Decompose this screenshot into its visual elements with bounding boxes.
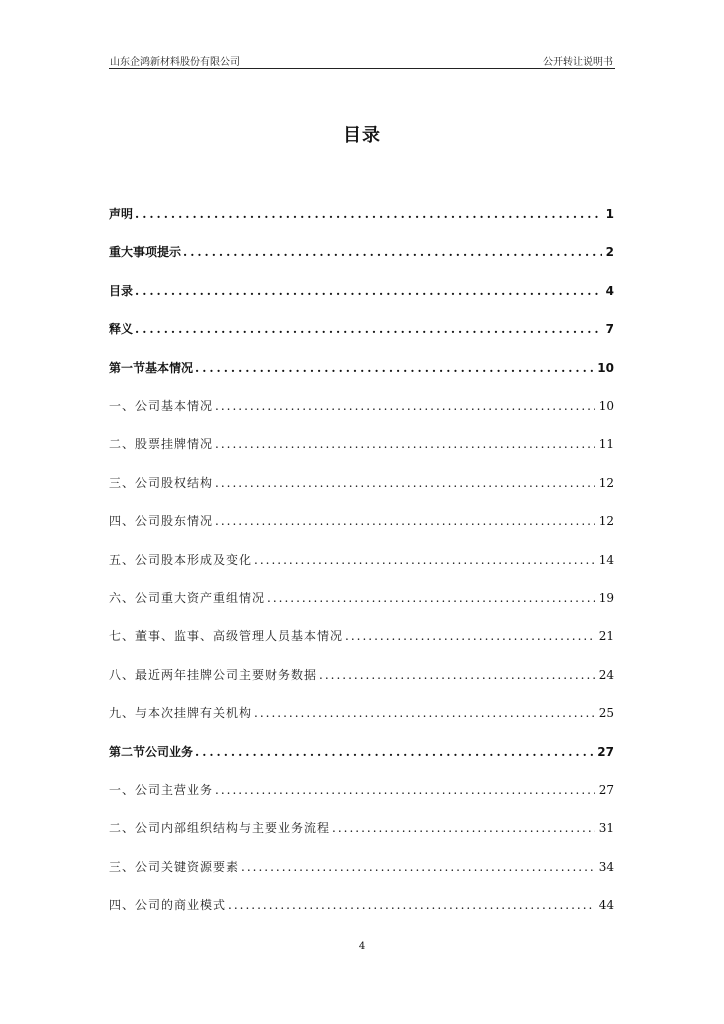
toc-entry-label: 七、董事、监事、高级管理人员基本情况 [109,629,344,644]
toc-leader-dots [183,245,602,259]
toc-entry-page: 19 [598,591,614,605]
toc-entry[interactable] [109,589,614,609]
toc-entry-page: 10 [597,360,614,375]
toc-entry-page: 24 [598,667,614,682]
toc-leader-dots [215,783,595,797]
footer-page-number: 4 [358,941,366,952]
toc-entry-page: 31 [598,821,614,836]
toc-entry-label: 目录 [109,283,134,298]
toc-entry[interactable] [109,397,614,417]
toc-entry-page: 10 [598,399,614,413]
toc-entry-label: 声明 [109,207,134,221]
toc-entry-page: 12 [598,514,614,529]
toc-entry[interactable] [109,320,614,340]
toc-entry[interactable] [109,781,614,801]
toc-entry-label: 四、公司的商业模式 [109,898,227,913]
toc-entry-page: 27 [597,744,614,759]
toc-entry-label: 八、最近两年挂牌公司主要财务数据 [109,667,318,682]
toc-entry-label: 重大事项提示 [109,245,182,260]
toc-entry[interactable] [109,551,614,571]
toc-entry-label: 一、公司基本情况 [109,399,214,413]
toc-entry[interactable] [109,666,614,686]
toc-leader-dots [195,745,593,759]
toc-leader-dots [215,514,595,528]
page-title: 目录 [343,125,381,146]
toc-leader-dots [332,821,595,835]
toc-entry-page: 12 [598,475,614,490]
page-header [109,50,615,69]
header-document-title: 公开转让说明书 [543,57,613,68]
toc-entry-label: 三、公司股权结构 [109,475,214,490]
toc-entry-page: 4 [605,283,614,298]
toc-entry[interactable] [109,704,614,724]
toc-entry-label: 第一节基本情况 [109,360,194,375]
toc-entry-label: 二、公司内部组织结构与主要业务流程 [109,821,331,836]
toc-leader-dots [215,399,595,413]
toc-entry-page: 11 [598,437,614,452]
toc-entry[interactable] [109,435,614,455]
toc-entry-label: 释义 [109,322,134,337]
toc-leader-dots [135,284,602,298]
toc-entry-label: 第二节公司业务 [109,744,194,759]
toc-entry-label: 四、公司股东情况 [109,514,214,529]
toc-entry-page: 1 [605,207,614,221]
toc-entry[interactable] [109,819,614,839]
toc-entry-page: 2 [605,245,614,260]
toc-entry[interactable] [109,474,614,494]
toc-leader-dots [195,361,593,375]
toc-entry[interactable] [109,896,614,916]
toc-entry-page: 7 [605,322,614,337]
toc-entry[interactable] [109,359,614,379]
toc-entry[interactable] [109,243,614,263]
toc-entry[interactable] [109,512,614,532]
toc-leader-dots [135,322,602,336]
toc-entry[interactable] [109,282,614,302]
toc-entry[interactable] [109,627,614,647]
toc-leader-dots [267,591,595,605]
toc-entry-page: 44 [598,898,614,913]
toc-entry-page: 14 [598,552,614,567]
toc-entry-page: 25 [598,706,614,721]
toc-leader-dots [319,668,595,682]
toc-entry-page: 27 [598,783,614,797]
toc-entry-label: 五、公司股本形成及变化 [109,552,253,567]
toc-leader-dots [254,553,595,567]
header-company-name: 山东企鸿新材料股份有限公司 [110,57,240,68]
toc-entry-label: 六、公司重大资产重组情况 [109,591,266,605]
toc-entry-page: 21 [598,629,614,644]
toc-leader-dots [254,706,595,720]
toc-leader-dots [135,207,602,221]
toc-leader-dots [241,860,595,874]
toc-entry[interactable] [109,858,614,878]
toc-entry[interactable] [109,743,614,763]
toc-entry-label: 一、公司主营业务 [109,783,214,797]
toc-entry-label: 三、公司关键资源要素 [109,859,240,874]
toc-entry[interactable] [109,205,614,225]
toc-entry-label: 二、股票挂牌情况 [109,437,214,452]
toc-entry-label: 九、与本次挂牌有关机构 [109,706,253,721]
toc-leader-dots [228,898,595,912]
toc-leader-dots [345,629,595,643]
toc-leader-dots [215,476,595,490]
toc-entry-page: 34 [598,859,614,874]
toc-leader-dots [215,437,595,451]
